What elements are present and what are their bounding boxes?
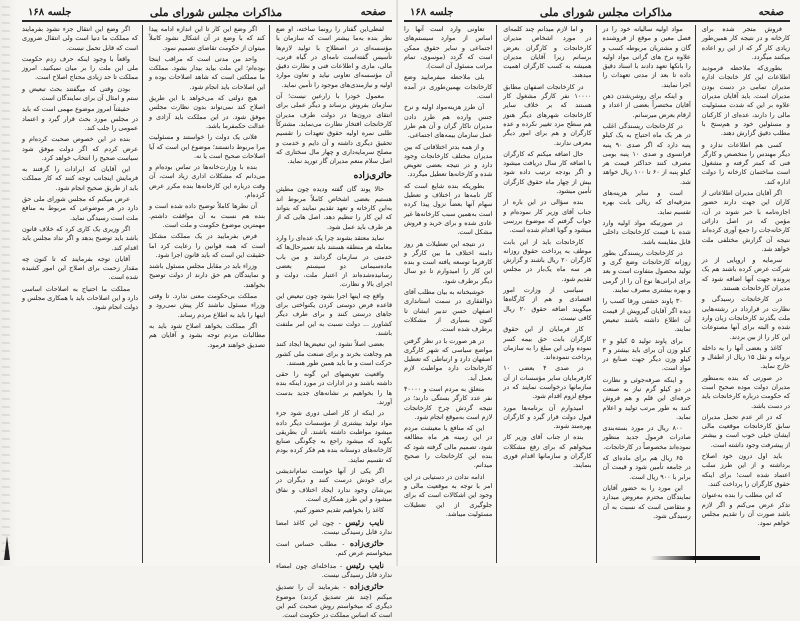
paragraph: این آقایان که ایرادات را گرفتند به فرمایش اینجانب توجه کنند که کار مملکت باید از طریق صحیح انجام شود. (22, 165, 138, 192)
paragraph: حال اضافه میکنم که کارگران با اضافه کار سال دریافت میشود و اگر بودجه ترتیب داده شود بیش از چهار ماه حقوق کارگران تأمین میشود. (503, 149, 592, 196)
session-number: جلسه ۱۶۸ (28, 6, 72, 18)
column-left-page-3 (22, 25, 143, 563)
paragraph: بعضی اصلاً نشود این تبعیض‌ها ایجاد کنند هم وجاهت بخرند و برای صنعت ملی کشور حرکت است و ما باید همین طور هستند. (276, 340, 392, 367)
paragraph: واقعاً با وجود اینکه حرف زدم حکومت ملی این ملت را بر میان نمیکنید. امروز مملکت تا حد زیادی محتاج اصلاح است. (22, 54, 138, 82)
paragraph: تعاونی وارد است آنها را اساس از موارد سیستم‌های اجتماعی و سایر حقوق ممکن است که گردد (موسوی، تمام مراتب مسئول آن است). (404, 25, 493, 71)
paragraph: بنده در این خصوص صحبت کرده‌ام و عرض کردم که اگر دولت موفق شود سیاست صحیح را انتخاب خواهد کرد. (22, 135, 138, 162)
page-title: مذاکرات مجلس شورای ملی (149, 5, 283, 19)
paragraph: اگر وضع این انتقال جزء نشود بفرمایند که مملکت ما دنیا است ولی انتقال ضروری است که قابل تحمل نیست. (22, 25, 138, 52)
paragraph: فلانی یک دولت را خواستند و مسئولیت مرا مربوط دانستند؛ موضوع این است که آیا اصلاحات صحیح است یا نه. (149, 133, 265, 160)
paragraph: اگر وزیری یک کاری کرد که خلاف قانون باشد باید توضیح بدهد و اگر نداد مجلس باید اقدام کند. (22, 224, 138, 252)
column-right-page-3 (503, 25, 596, 563)
paragraph: مملکت ما احتیاج به اصلاحات اساسی دارد و این اصلاحات باید با همکاری مجلس و دولت انجام شود. (22, 284, 138, 312)
paragraph: بطوری‌که ملاحظه فرمودید اطلاعات این کار خانجات اداره مدیران تمامی در دست بودن مدیران است. باید آقایان مدیران علاوه بر این که شدت مسئولیت مالی را دارند، عده‌ای از کارکنان و مسئولین خود و هم‌سنخ با مطلب دقیق گزارش دهند. (701, 64, 790, 138)
paragraph: در کارخانجات رسیدگی و نظارت در قرارداد در رشته‌هایی ملت بگذرند کارخانجات زیان وارد شده و البته برای آنها مصنوعات این کار را از بین بردند. (701, 295, 790, 341)
paragraph: هیچ دولتی که می‌خواهد با این طریق اصلاح کند نمی‌تواند بدون نظارت مجلس موفق شود. در این مملکت باید آزادی و عدالت حکمفرما باشد. (149, 94, 265, 130)
column-right-page-1 (702, 25, 790, 563)
left-page (0, 0, 398, 620)
paragraph: سرمایه و اروپایی از در شرکت عرض کرده باشند هم یک پرونده جهت آنها اضافه شود که مدیران کارخانجات هستند. (701, 256, 790, 293)
paragraph: واقع چه اینها اجرا بشود چون تبعیض این قاعده فرض دوستی کردن یکنواختی برای جاهای درستی کنند و برای طرف دیگر کشاورز ... دولت نسبت به‌ این امر ملتفت باشند. (276, 291, 392, 337)
speaker-line (276, 539, 392, 559)
paragraph: خوشبختانه به بیان مطلب آقای ذوالفقاری در سمت استانداری اصفهان حسن تدبیر ایشان تا کنون بسیاری از مشکلات برطرف شده است. (403, 288, 493, 334)
scan-margin-artifact (2, 0, 10, 566)
paragraph: مواد اولیه سالیانه خود را در فصل معین و موقع از فروشنده گان و مشتریان مربوطه کسب و علاوه نرخ های گرانی مواد اولیه را بانکها تعهد دادند با اسناد دقیق داده تا بعد از مدتی تعهدات را اجرا نمایند. (602, 25, 691, 89)
right-page-header (404, 4, 790, 22)
right-page (398, 0, 800, 566)
speaker-text: - مداخله‌ای چون امضاء ندارد قابل رسیدگی نیست. (276, 561, 392, 580)
section-heading: حائری‌زاده (353, 171, 392, 182)
paragraph: بنده با وزارت‌خانه‌ها در تماس بوده‌ام و می‌دانم که مشکلات اداری زیاد است، آن وقت درباره این کارخانه‌ها بنده مکرر عرض کرده‌ام. (149, 163, 265, 200)
speaker-name: نایب رئیس (345, 559, 385, 570)
paragraph: است و سایر هزینه‌های مترقیه‌ای که ریالی بابت بهره تقسیم نماید. (602, 189, 691, 216)
speaker-line (276, 518, 392, 538)
paragraph: در کارخانجات ریسندگی اغلب در هر یک ماه احتیاج به یک کیلو پنبه دارد که اگر صدی ۹۰ پنبه فرانسوی و صدی ۱۰ پنبه بومی مصرف کنند حداکثر قیمت هر کیلو پنبه از ۶۰ تا ۱۰۰ ریال خواهد شد. (602, 121, 691, 186)
paragraph: در صورتیکه مواد اولیه وارد شده با قیمت کارخانجات داخلی قابل مقایسه باشد. (602, 218, 691, 246)
paragraph: وزراء باید در مقابل مجلس مسئول باشند و نمایندگان هم حق دارند از دولت توضیح بخواهند. (149, 262, 265, 289)
paragraph: باید اول درون خود اصلاح برداشته و از این طرز سلب اعتماد شده است؛ برای اینکه حقوق کارگران را پرداخت کنند. (701, 452, 790, 488)
paragraph: کسی هم اطلاعات ندارد و دیگر مهندس را متخصص و کارگر فنی که کمتر گرفته و مشغول است ساختمان کارخانه را دولت اداره کند. (701, 140, 790, 186)
paragraph: اگر وضع این کار تا این اندازه ادامه پیدا کند که با وضع در آن اشکال نشود کاملاً میتوان از حکومت تقاضای تصمیم نمود. (149, 25, 265, 52)
speaker-line (276, 561, 392, 581)
paragraph: و اینکه صرفه‌جوئی و نظارت در دو کیلو گرم نیاز به صنعت حرفه‌ای این قلم و هم فروش کنند به طور مرتب تولید و اعلام نماید. (602, 375, 691, 421)
paragraph: و اینکه برای روشن‌شدن ذهن آقایان مختصراً بعضی از اعداد و ارقام بعرض میرسانم. (602, 92, 691, 119)
paragraph: مملکت بی‌حکومت معنی ندارد. تا وقتی وزراء مسئول نباشند کار پیش نمی‌رود و اینها را باید به اطلاع مردم رساند. (149, 292, 265, 319)
page-end-rule (650, 556, 760, 560)
paragraph: اگر مملکت بخواهد اصلاح شود باید به مطالبات مردم توجه بشود و آقایان هم تصدیق خواهند فرمود. (149, 321, 265, 349)
page-label: صفحه (360, 6, 386, 18)
speaker-line (276, 582, 392, 620)
paragraph: این که منافع یا معیشت مردم در این زمینه هر ماه مطالعه شود، تصمیم مالی گرفته شود که بنده این کارخانجات را صحیح میدانم. (404, 424, 493, 470)
page-label: صفحه (758, 6, 784, 18)
paragraph: اگر یکی از آنها خواست تمام‌اندیشی برای خودش درست کنند و دیگران در بین‌شان وجود ندارد ایجاد اختلاف و نفاق میشود و این طرز همکاری است. (276, 467, 392, 503)
paragraph: لفظی‌این گفتار را رونما ساخته، او ضع نظر بنده به‌ما بیشتر است که سازمان با مؤسسه‌ای در اصطلاح با تولید لازم‌ها تأسیس گفته‌است نامه‌ای در گیاه فرنی، مالی، ماری و اطلاعات فنی و نظارت دقیق آن مؤسسه‌ای تعاونی نیاید و تعاون موارد اولیه و نیازمندی‌های موجود را تأمین نماید. (276, 25, 392, 89)
paragraph: واقعیت تعویضهای این گونه را حقی داشته باشند و در ادارات در مورد اینکه بنده ها را بخواهیم بر نشانه‌های جدید بدست آورند. (276, 370, 392, 406)
paragraph: در نتیجه این تعطیلات هر روز دامنه اختلاف ما بین کارگر و کارفرما توسعه یافته است و بنده این کار را امیدوارم تا دو سال دیگر برطرف شود. (404, 239, 493, 285)
paragraph: امیدوارم آن برنامه‌ها مورد قبول دولت قرار گیرد و کارگران بهره‌مند شوند. (503, 403, 592, 431)
paragraph: در صورتی که بنده به‌منظور مدیران دولت موده صحیح است که حکومت درباره کارخانجات باید در دست باشد. (701, 373, 790, 410)
paragraph: کاغذ را بخواهیم تقدیم حضور کنیم. (293, 506, 384, 515)
paragraph: بودن وقتی که میگفتند بحث تبعیض و ستم و امثال آن برای نمایندگان است. (22, 84, 138, 103)
paragraph: فروش متجر شده برای کارخانه و در نتیجه کار همین‌طور زیادی کار گر که از این رو اعاده میکنند میگردد. (701, 25, 790, 61)
session-number: جلسه ۱۶۸ (410, 6, 454, 18)
paragraph: که این مطلب را بنده به‌عنوان تذکر عرض می‌کنم و اگر لازم باشد صورت آن را تقدیم مجلس خواهم نمود. (701, 491, 790, 528)
column-right-page-2 (603, 25, 696, 563)
paragraph: ۸۰۰ ریال در مورد بسته‌بندی صادرات فرمول جدید منظور نموده‌اند مخصوصاً در کارخانجات. (602, 424, 691, 451)
speaker-text: - بفرمایند آن را تصدیق میکنم (چند نفر تصدیق کردند) موضوع دیگری که میخواستم روش صحبت کنم این است که اساس مملکت در حکومت است. (276, 583, 392, 620)
paragraph: ۶۵ ریال هم برای ماده‌ای که در جامعه تأمین شود و قیمت آن برابر با ۹۰۰ ریال است. (602, 454, 691, 481)
paragraph: آقایان توجه بفرمایند که تا کنون چه مقدار زحمت برای اصلاح این امور کشیده شده است. (22, 254, 138, 282)
page-title: مذاکرات مجلس شورای ملی (539, 5, 673, 19)
paragraph: واحد من مدتی است که مراقب اینجا بوده‌ام؛ این ملت بیاید بیدار بشود. مملکت ما مملکتی است که شاهد اصلاحات بوده و این اصلاحات باید انجام شود. (149, 54, 265, 91)
paragraph: در کارخانجات اصفهان مطابق ۱۰۰۰۰ نفر کارگر مشغول کار هستند که بر خلاف سایر کارخانجات شهرهای دیگر هنوز هم سطح مزد تغییر نکرده و عده کارگران و هم برای امور دیگر معرفی ندارند. (503, 82, 592, 147)
paragraph: کاغذ و بعضی آنها را به داخله نروانه و نقل ۱۵ ریال از اطفال و خارج نماید. (701, 343, 791, 371)
speaker-text: - چون این کاغذ امضا ندارد قابل رسیدگی نیست. (276, 518, 392, 536)
paragraph: حالا پوند گان گفته ودیده چون مطیئن هستیم بعضی اشخاص کاملاً مربوط اند به‌این کارخانه و تعهد تقدیم نمایند که بتواند که این کار را تنظیم دهد. اصل هایی که از هر طرف باید عمل شود. (276, 185, 392, 231)
paragraph: در اینکه از کار اصلی دوری شود جزء مواد تولید بیشتری از مؤسسات دیگر داده میشود مواظبت داشته باشند. آن بطریقی بگوید که میشود راجع به چگونگی صنایع کارخانه‌های دوستانه بنده هم فکر کرده بودم که تقسیم نمایند. (276, 409, 392, 464)
speaker-name: نایب رئیس (345, 516, 384, 527)
paragraph: در هر صورت با در نظر گرفتن مواضع سیاسی که شهر کارگری اصفهان دارد و ارتباطی که تعطیل کارخانجات دارد مواظبت لازم بعمل آید. (404, 336, 493, 382)
paragraph: معمول خودرا با زارعین نیست؛ آن سازمان بفروش برساند و دیگر عملی برای انتقای درون‌ها در دولت طرف مدیران کارخانجات افتخار نظارت می‌نماید. مشترکاً طلبی نمره اولیه حقوق تعهدات را تقسیم تحقیق دیگری داشته و آن دایم و خدمت و مصلح سرمایه‌داری و چهار مال سختاری که اصل سلام منعم مدیران گار تورید نماید. (276, 92, 392, 166)
paragraph: در صدی ۴ بعضی ۱۰ کارفرمایان سایر مؤسسات از آن سازمانها درخواست نمایند که در موقع لزوم اقدام شود. (503, 364, 592, 401)
column-right-page-4 (404, 25, 497, 563)
paragraph: اگر آقایان مدیران اطلاعاتی از کاران این جهت دارند حضور اجازه‌نامه با خبر شوند در آن، مؤمن که در اصل دارائی کارخانه‌جات را جمع آوری کرده‌اند نتیجه آن گزارش مختلفی ملت خواهد شد. (701, 189, 790, 253)
column-left-page-2 (149, 25, 270, 563)
paragraph: کارخانجات باید از این بابت موظف به پرداخت حقوق روزانه کارگران ۲۰ ریال باشند و گزارش هر سه ماه یک‌بار در مجلس تقدیم شود. (503, 237, 592, 283)
paragraph: برای پاوند تولید ۵ کیلو و ۲ کیلو وزن آن برای باید بیشتر و ۳ کیلو وزن دیگر جهت صنایع در مواد است. (602, 336, 691, 373)
paragraph: ۳۰ پاوند خشتی ورقا کسب را دیده اگر آقایان گیرویش از قیمت آن اطلاع داشته باشند تبعیض نمایند. (602, 297, 691, 334)
paragraph: حقیقتاً امروز موضوع مهمی است که باید در مجلس مورد بحث قرار گیرد و اعتماد عمومی را جلب کند. (22, 105, 138, 132)
right-page-columns (404, 25, 790, 563)
paragraph: آن نظرها کاملاً توضیح داده شده است و بنده هم نسبت به آن موافقت داشتم. مهمترین موضوع حکومت و ملت است. (149, 202, 265, 229)
paragraph: متعلق به مردم است و ۴۰۰۰۰ نفر عدد کارگر بستگی دارند؛ در نتیجه گردش چرخ کارخانجات لازم است به‌موقع انجام شود. (404, 384, 493, 421)
paragraph: ادامه ندادن در دستیابی در این امر با توجه به موقعیت مالی و وجود این اشکالات است که برای جلوگیری از این تعطیلات مسئولیت میباشد. (404, 472, 493, 518)
speaker-name: حائری‌زاده (349, 538, 384, 549)
paragraph: بطوریکه بنده شایع است که کار نامه‌ها در اختلاف و تعطیل سهام آنها بعضاً نزول پیدا کرده است به‌همین سبب کارخانه‌ها غیر عادی شده و برای خرید و فروش مشکل است. (404, 181, 493, 237)
paragraph: عرض میکنم که مجلس شورای ملی حق دارد در هر موضوعی که مربوط به منافع ملت است رسیدگی نماید. (22, 195, 138, 222)
paragraph: بنده از جناب آقای وزیر کار میخواهم که برای رفع مشکلات کارگران و سازمانها اقدام فوری بنمایند. (503, 433, 592, 470)
paragraph: این مورد را به حضور آقایان نمایندگان محترم معروض میدارد و متقاضی است که نسبت به آن رسیدگی شود. (602, 483, 691, 520)
paragraph: و اما لازم میدانم چند کلمه‌ای در مورد اشخاص مدیران کارخانجات و کارگران بعرض برسانم زیرا آقایان مدیران همیشه به کسب کارگران اهمیت میدهند. (503, 25, 592, 80)
paragraph: نماید معتقد بشوند چرا یک عده‌ای را وارد معامله هر منطقه هستند باید تعمیر‌حال‌ها که خدمتی در سازمان گردانند و من باب ماده‌سیمانی دو سیستم بعضی رسانیده‌شده‌اند از اعتبار ملت، دولت و اجرای بالا و نظارت. (276, 233, 392, 289)
paragraph: که در اثر عدم تحمل مدیران سابق کارخانجات موقعیت مالی ایشان خیلی خوب است و بیشتر از پیشرفت وجود داشته است. (701, 412, 790, 449)
speaker-text: - مطلب حساس است میخواستم عرض کنم. (276, 540, 392, 558)
paragraph: فرض بفرمایید در یک مملکت مشکل است که همه قوانین را رعایت کرد اما حقیقت این است که باید قانون اجرا شود. (149, 232, 265, 259)
speaker-name: حائری‌زاده (349, 581, 384, 592)
left-page-columns (22, 25, 392, 620)
paragraph: بنده سؤالی در این باره از جناب آقای وزیر کار نموده‌ام و جواب گرفتم که موضوع بررسی میشود و گویا اقدام شده است. (503, 198, 592, 235)
paragraph: بلی ملاحظه میفرمایید وضع کارخانجات بهمین‌طوری در آمده است. (404, 73, 493, 101)
paragraph: کار فرمایان از این حقوق کارگران بابت حق بیمه کسر نموده ولی این مبلغ را به سازمان پرداخت ننموده‌اند. (503, 325, 592, 362)
left-page-header (22, 4, 392, 22)
paragraph: آن طرز هزینه‌مواد اولیه و نرخ جنس وارده هم طرز دادن مدیران ناکار گران و آن هم طرز عمل سازمان بیمه‌های اجتماعی. (404, 103, 493, 140)
paragraph: سیاسی از وزارت امور اقتصادی و هم از کارگاه‌ها میگویند اضافه حقوق ۲۰ ریال کافی نیست. (503, 286, 592, 322)
paragraph: و از همه بدتر اختلافاتی که بین مدیران مختلف کارخانجات وجود دارد و در نتیجه بعضی تعویض شده و کارخانه‌ها تعطیل میگردد. (404, 142, 493, 179)
paragraph: در کارخانجات ریسندگی بطور روزانه کارخانجات وضع گری و تولید محصول متفاوت است و بعد برای ایرانی‌ها نوع آن را از گرمی و بهره بیشتری مصرف نمایند. (602, 248, 691, 295)
column-left-page-1 (276, 25, 392, 620)
